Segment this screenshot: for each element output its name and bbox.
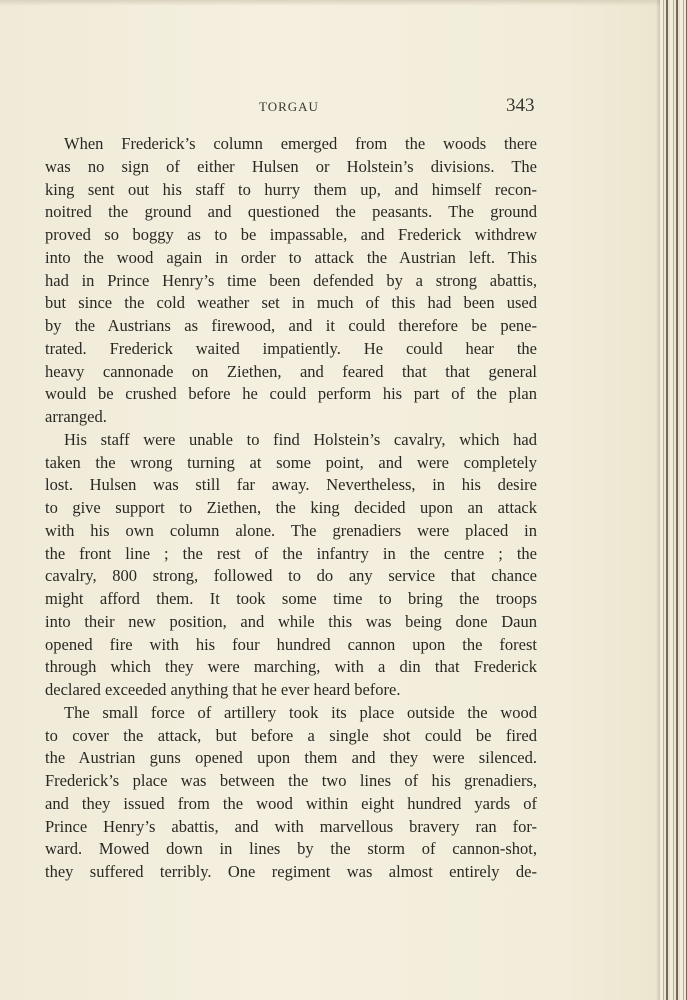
text-line: cavalry, 800 strong, followed to do any service that chance <box>45 566 537 586</box>
body-text <box>45 133 537 884</box>
text-line: His staff were unable to find Holstein’s cavalry, which had <box>64 429 537 449</box>
page-number: 343 <box>506 95 535 116</box>
text-line: taken the wrong turning at some point, and were completely <box>45 452 537 472</box>
text-line: Prince Henry’s abattis, and with marvellous bravery ran for- <box>45 816 537 836</box>
text-line: was no sign of either Hulsen or Holstein’s divisions. The <box>45 156 537 176</box>
text-line: the front line ; the rest of the infantry in the centre ; the <box>45 543 537 563</box>
text-line: The small force of artillery took its place outside the wood <box>64 702 537 722</box>
text-line: through which they were marching, with a din that Frederick <box>45 657 537 677</box>
text-line: king sent out his staff to hurry them up, and himself recon- <box>45 179 537 199</box>
text-line: ward. Mowed down in lines by the storm of cannon-shot, <box>45 839 537 859</box>
running-head <box>0 95 660 119</box>
text-line: with his own column alone. The grenadiers were placed in <box>45 520 537 540</box>
text-line: and they issued from the wood within eight hundred yards of <box>45 793 537 813</box>
text-line: opened fire with his four hundred cannon upon the forest <box>45 634 537 654</box>
text-line: proved so boggy as to be impassable, and Frederick withdrew <box>45 225 537 244</box>
text-line: arranged. <box>45 407 107 426</box>
text-line: lost. Hulsen was still far away. Nevertheless, in his desire <box>45 475 537 495</box>
text-line: but since the cold weather set in much of this had been used <box>45 293 537 313</box>
text-line: When Frederick’s column emerged from the woods there <box>64 134 537 153</box>
text-line: noitred the ground and questioned the peasants. The ground <box>45 202 537 222</box>
text-line: into their new position, and while this was being done Daun <box>45 611 537 631</box>
text-line: to give support to Ziethen, the king decided upon an attack <box>45 498 537 517</box>
running-title: TORGAU <box>259 99 319 114</box>
page-top-shadow <box>0 0 660 6</box>
text-line: trated. Frederick waited impatiently. He could hear the <box>45 338 537 358</box>
text-line: heavy cannonade on Ziethen, and feared that that general <box>45 361 537 381</box>
text-line: might afford them. It took some time to bring the troops <box>45 589 537 608</box>
text-line: by the Austrians as firewood, and it could therefore be pene- <box>45 316 537 335</box>
text-line: to cover the attack, but before a single shot could be fired <box>45 725 537 745</box>
text-line: the Austrian guns opened upon them and they were silenced. <box>45 748 537 768</box>
text-line: had in Prince Henry’s time been defended by a strong abattis, <box>45 270 537 290</box>
text-line: declared exceeded anything that he ever heard before. <box>45 680 401 699</box>
book-page-edges <box>660 0 687 1000</box>
text-line: would be crushed before he could perform his part of the plan <box>45 384 537 404</box>
text-line: Frederick’s place was between the two lines of his grenadiers, <box>45 771 537 790</box>
text-line: into the wood again in order to attack the Austrian left. This <box>45 247 537 267</box>
text-line: they suffered terribly. One regiment was almost entirely de- <box>45 862 537 881</box>
